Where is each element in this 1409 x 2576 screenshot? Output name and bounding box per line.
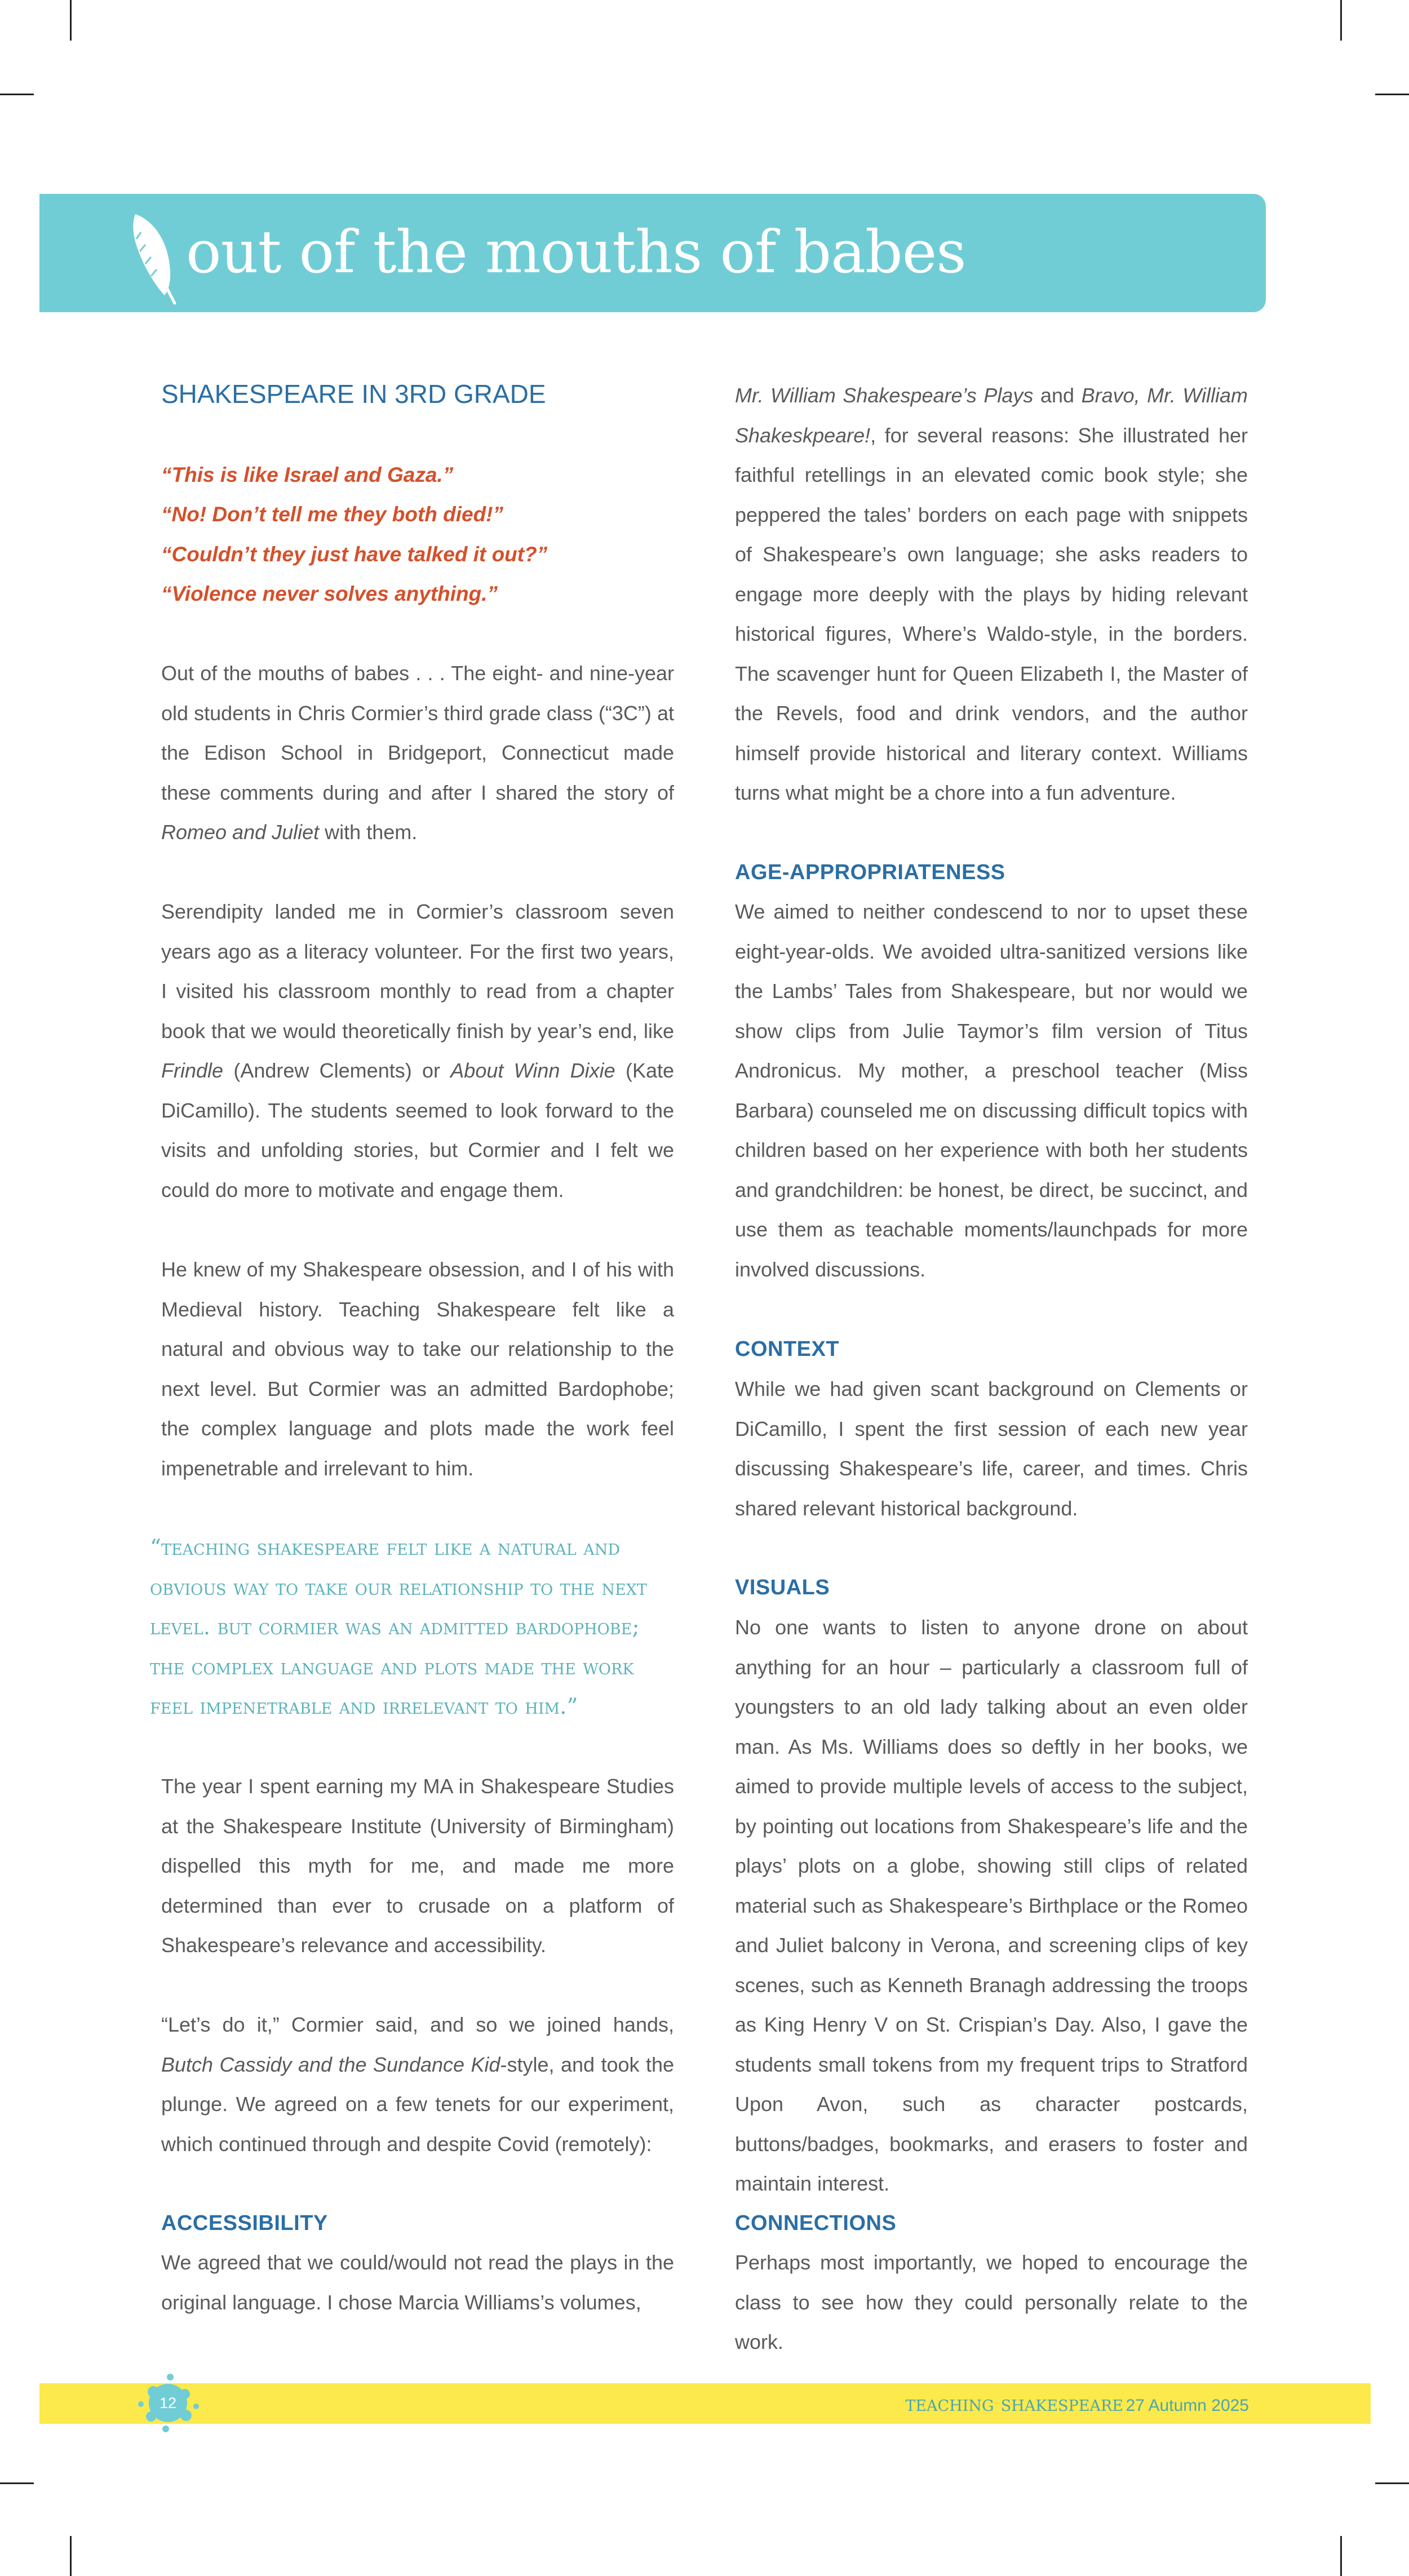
- student-quote: “Violence never solves anything.”: [161, 582, 498, 605]
- page-number: 12: [159, 2395, 177, 2411]
- lets-do-it-paragraph: “Let’s do it,” Cormier said, and so we joined hands, Butch Cassidy and the Sundance Kid-style, and took the plunge. We agreed on a few tenets for our experiment, which continued through and despite Covid (remotely):: [161, 2013, 675, 2156]
- crop-mark: [70, 0, 72, 41]
- student-quote: “No! Don’t tell me they both died!”: [161, 503, 504, 526]
- crop-mark: [70, 2536, 72, 2576]
- serendipity-paragraph: Serendipity landed me in Cormier’s classroom seven years ago as a literacy volunteer. For the first two years, I visited his classroom monthly to read from a chapter book that we would theoretically finish by year’s end, like Frindle (Andrew Clements) or About Winn Dixie (Kate DiCamillo). The students seemed to look forward to the visits and unfolding stories, but Cormier and I felt we could do more to motivate and engage them.: [161, 900, 675, 1201]
- feather-icon: [124, 210, 186, 305]
- accessibility-paragraph: We agreed that we could/would not read the plays in the original language. I chose Marcia Williams’s volumes,: [161, 2251, 674, 2314]
- section-heading-accessibility: ACCESSIBILITY: [161, 2211, 328, 2235]
- age-paragraph: We aimed to neither condescend to nor to upset these eight-year-olds. We avoided ultra-sanitized versions like the Lambs’ Tales from Shakespeare, but nor would we show clips from Julie Taymor’s film version of Titus Andronicus. My mother, a preschool teacher (Miss Barbara) counseled me on discussing difficult topics with children based on her experience with both her students and grandchildren: be honest, be direct, be succinct, and use them as teachable moments/launchpads for more involved discussions.: [735, 900, 1248, 1281]
- crop-mark: [1375, 94, 1409, 95]
- visuals-paragraph: No one wants to listen to anyone drone on about anything for an hour – particularly a classroom full of youngsters to an old lady talking about an even older man. As Ms. Williams does so deftly in her books, we aimed to provide multiple levels of access to the subject, by pointing out locations from Shakespeare’s life and the plays’ plots on a globe, showing still clips of related material such as Shakespeare’s Birthplace or the Romeo and Juliet balcony in Verona, and screening clips of key scenes, such as Kenneth Branagh addressing the troops as King Henry V on St. Crispian’s Day. Also, I gave the students small tokens from my frequent trips to Stratford Upon Avon, such as character postcards, buttons/badges, bookmarks, and erasers to foster and maintain interest.: [735, 1616, 1248, 2195]
- issue-info: 27 Autumn 2025: [1126, 2396, 1249, 2415]
- crop-mark: [1340, 2536, 1342, 2576]
- article-title: SHAKESPEARE IN 3RD GRADE: [161, 379, 546, 409]
- section-heading-visuals: VISUALS: [735, 1576, 830, 1599]
- williams-paragraph: Mr. William Shakespeare’s Plays and Bravo, Mr. William Shakeskpeare!, for several reasons: She illustrated her faithful retellings in an elevated comic book style; she peppered the tales’ borders on each page with snippets of Shakespeare’s own language; she asks readers to engage more deeply with the plays by hiding relevant historical figures, Where’s Waldo-style, in the borders. The scavenger hunt for Queen Elizabeth I, the Master of the Revels, food and drink vendors, and the author himself provide historical and literary context. Williams turns what might be a chore into a fun adventure.: [735, 384, 1248, 804]
- ma-paragraph: The year I spent earning my MA in Shakespeare Studies at the Shakespeare Institute (University of Birmingham) dispelled this myth for me, and made me more determined than ever to crusade on a platform of Shakespeare’s relevance and accessibility.: [161, 1775, 674, 1957]
- student-quote: “Couldn’t they just have talked it out?”: [161, 543, 548, 566]
- crop-mark: [0, 2482, 34, 2484]
- obsession-paragraph: He knew of my Shakespeare obsession, and I of his with Medieval history. Teaching Shakespeare felt like a natural and obvious way to take our relationship to the next level. But Cormier was an admitted Bardophobe; the complex language and plots made the work feel impenetrable and irrelevant to him.: [161, 1258, 674, 1480]
- crop-mark: [0, 94, 34, 95]
- crop-mark: [1375, 2482, 1409, 2484]
- section-heading-age: AGE-APPROPRIATENESS: [735, 861, 1005, 884]
- magazine-name: teaching shakespeare: [905, 2391, 1124, 2416]
- crop-mark: [1340, 0, 1342, 41]
- student-quote: “This is like Israel and Gaza.”: [161, 463, 454, 486]
- section-heading-context: CONTEXT: [735, 1337, 840, 1361]
- section-heading-connections: CONNECTIONS: [735, 2211, 897, 2235]
- connections-paragraph: Perhaps most importantly, we hoped to encourage the class to see how they could personally relate to the work.: [735, 2251, 1248, 2353]
- context-paragraph: While we had given scant background on Clements or DiCamillo, I spent the first session of each new year discussing Shakespeare’s life, career, and times. Chris shared relevant historical background.: [735, 1377, 1248, 1520]
- page-section-title: out of the mouths of babes: [186, 218, 966, 286]
- intro-paragraph: Out of the mouths of babes . . . The eight- and nine-year old students in Chris Cormier’s third grade class (“3C”) at the Edison School in Bridgeport, Connecticut made these comments during and after I shared the story of Romeo and Juliet with them.: [161, 662, 674, 844]
- pull-quote: “teaching shakespeare felt like a natural and obvious way to take our relationship to the next level. but cormier was an admitted bardophobe; the complex language and plots made the work feel impenetrable and irrelevant to him.”: [150, 1535, 647, 1719]
- footer-masthead: [905, 2387, 1249, 2425]
